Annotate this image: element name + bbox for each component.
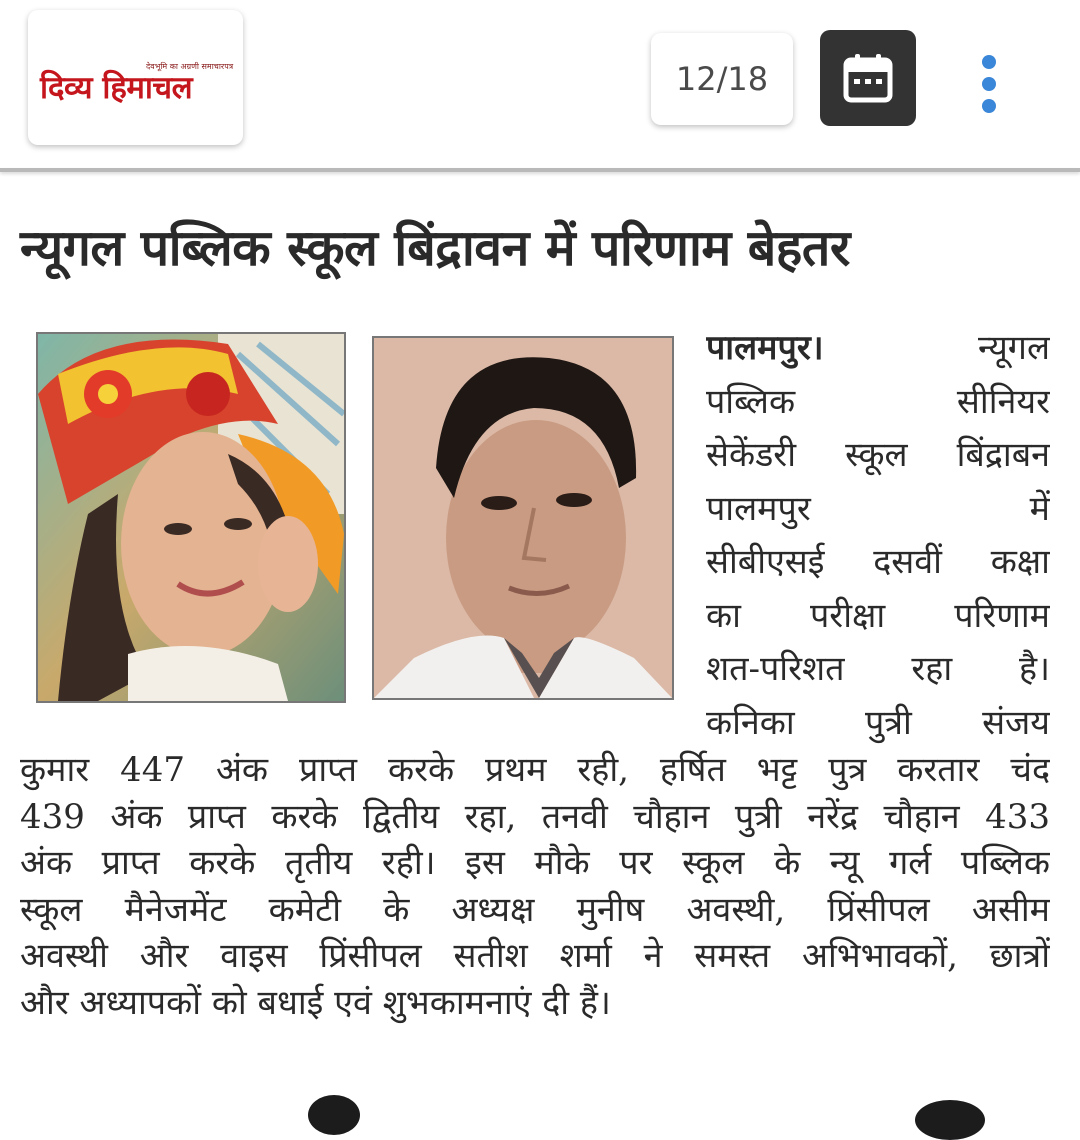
article-body bbox=[20, 747, 1050, 1026]
side-line-2: पब्लिक सीनियर bbox=[706, 381, 1050, 422]
side-line-7: शत-परिशत रहा है। bbox=[706, 649, 1050, 689]
side-line-1 bbox=[706, 322, 1050, 376]
body-line-1: कुमार 447 अंक प्राप्त करके प्रथम रही, हर्षित भट्ट पुत्र करतार चंद bbox=[20, 750, 1050, 790]
side-line-3: सेकेंडरी स्कूल बिंद्राबन bbox=[706, 435, 1050, 475]
page-counter-label: 12/18 bbox=[675, 60, 769, 98]
photo-student-boy bbox=[372, 336, 674, 700]
calendar-icon bbox=[841, 51, 895, 105]
body-line-3: अंक प्राप्त करके तृतीय रही। इस मौके पर स्कूल के न्यू गर्ल पब्लिक bbox=[20, 843, 1050, 883]
side-line-4: पालमपुर में bbox=[706, 488, 1050, 529]
side-line-8: कनिका पुत्री संजय bbox=[706, 702, 1050, 743]
article-headline: न्यूगल पब्लिक स्कूल बिंद्रावन में परिणाम बेहतर bbox=[20, 219, 850, 277]
next-article-image-fragment bbox=[308, 1095, 360, 1135]
side-line-1-text: न्यूगल bbox=[978, 328, 1050, 368]
side-line-6: का परीक्षा परिणाम bbox=[706, 595, 1050, 636]
newspaper-logo[interactable] bbox=[28, 10, 243, 145]
header-divider bbox=[0, 168, 1080, 172]
next-article-image-fragment bbox=[915, 1100, 985, 1140]
body-line-6: और अध्यापकों को बधाई एवं शुभकामनाएं दी हैं। bbox=[20, 982, 611, 1023]
top-app-bar bbox=[0, 0, 1080, 170]
side-line-5: सीबीएसई दसवीं कक्षा bbox=[706, 542, 1050, 582]
article-side-column bbox=[706, 322, 1050, 750]
photo-student-girl bbox=[36, 332, 346, 703]
page-counter-button[interactable] bbox=[651, 33, 793, 125]
logo-text: दिव्य हिमाचल bbox=[40, 70, 193, 106]
body-line-2: 439 अंक प्राप्त करके द्वितीय रहा, तनवी चौहान पुत्री नरेंद्र चौहान 433 bbox=[20, 796, 1050, 837]
body-line-4: स्कूल मैनेजमेंट कमेटी के अध्यक्ष मुनीष अवस्थी, प्रिंसीपल असीम bbox=[20, 889, 1050, 930]
body-line-5: अवस्थी और वाइस प्रिंसीपल सतीश शर्मा ने समस्त अभिभावकों, छात्रों bbox=[20, 936, 1050, 976]
logo-tagline: देवभूमि का अग्रणी समाचारपत्र bbox=[146, 62, 234, 71]
article-dateline: पालमपुर। bbox=[706, 328, 824, 368]
calendar-button[interactable] bbox=[820, 30, 916, 126]
more-options-button[interactable] bbox=[968, 50, 1010, 118]
more-vert-icon bbox=[979, 52, 999, 116]
